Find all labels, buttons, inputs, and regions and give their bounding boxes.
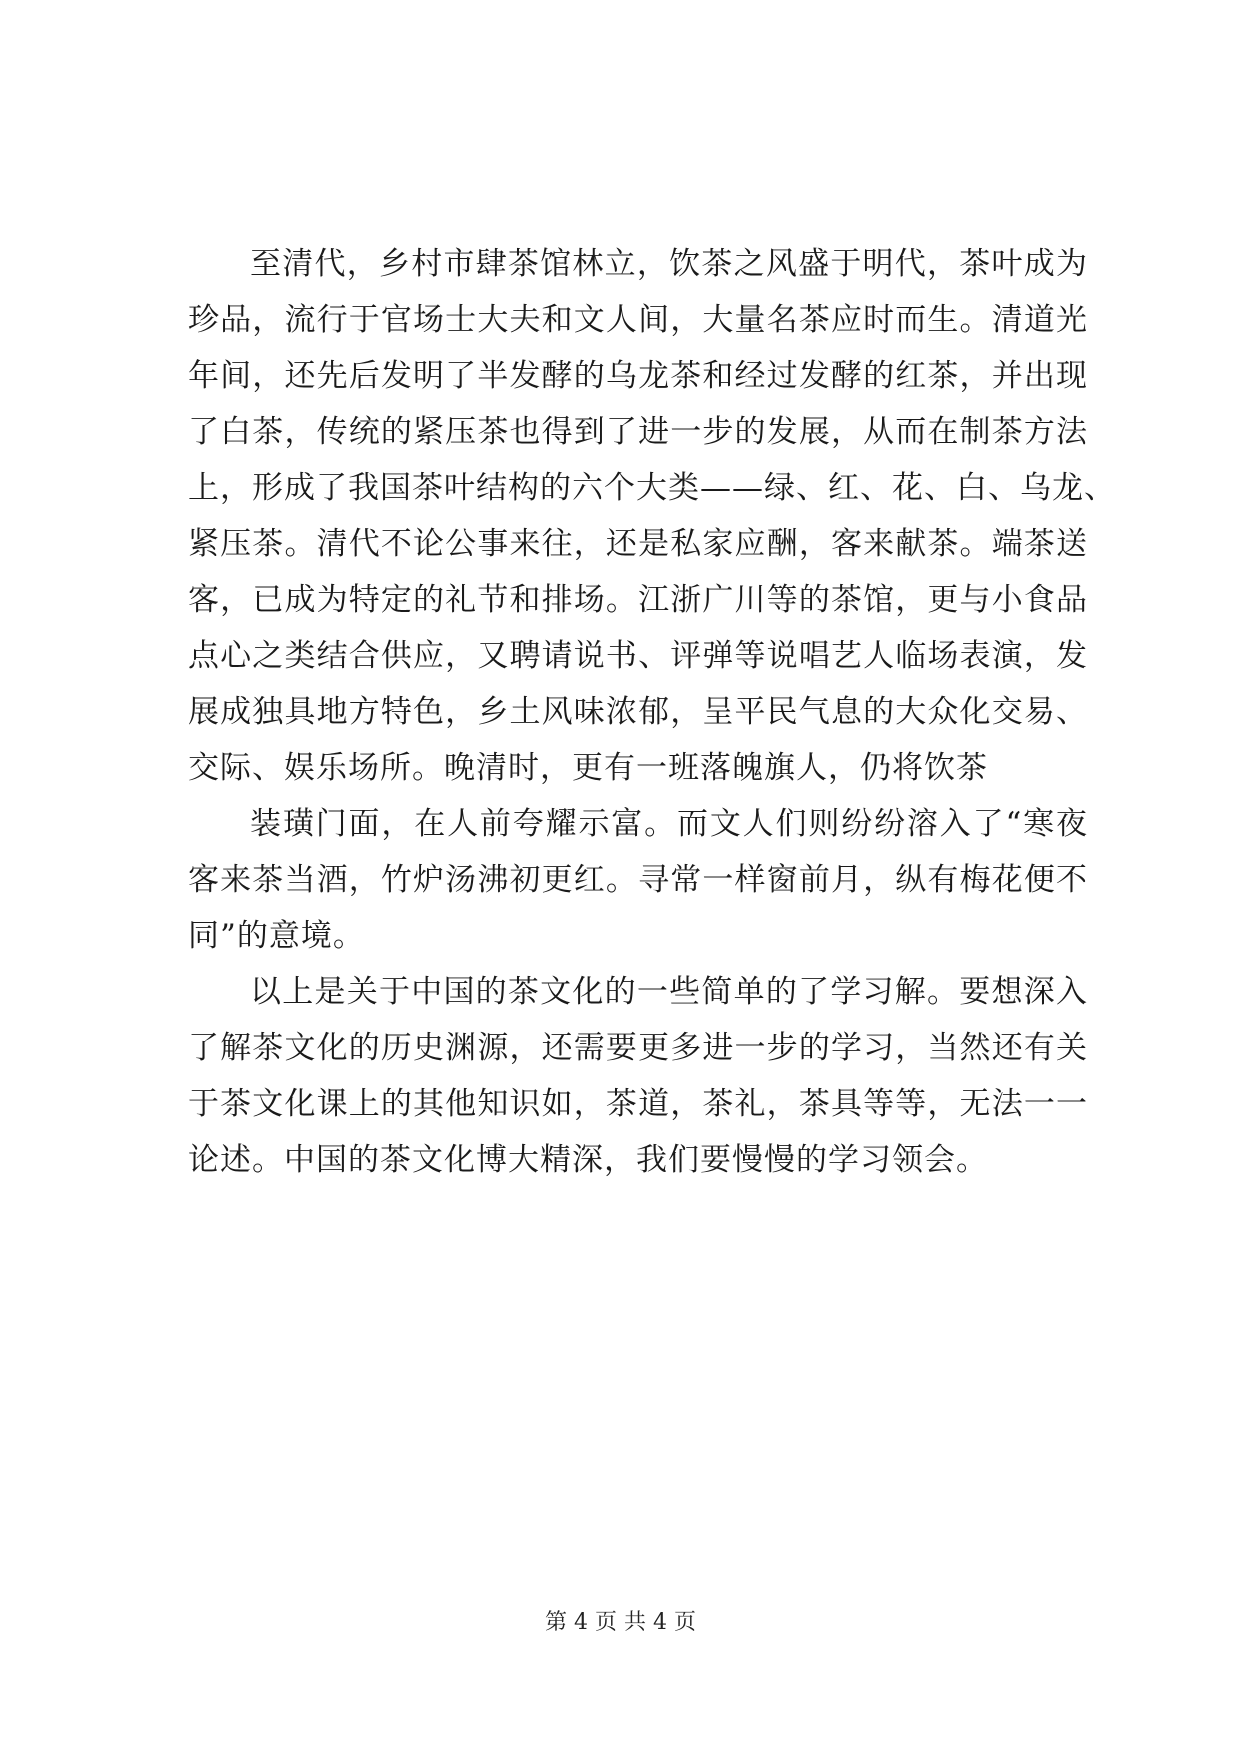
text-line: 装璜门面，在人前夸耀示富。而文人们则纷纷溶入了“寒夜 (250, 806, 1088, 842)
text-line: 同”的意境。 (188, 918, 365, 954)
text-line: 以上是关于中国的茶文化的一些简单的了学习解。要想深入 (250, 974, 1088, 1010)
text-line: 至清代，乡村市肆茶馆林立，饮茶之风盛于明代，茶叶成为 (250, 246, 1088, 282)
document-body (188, 236, 1116, 1188)
text-line: 展成独具地方特色，乡土风味浓郁，呈平民气息的大众化交易、 (188, 694, 1088, 730)
text-line: 客，已成为特定的礼节和排场。江浙广川等的茶馆，更与小食品 (188, 582, 1088, 618)
text-line: 论述。中国的茶文化博大精深，我们要慢慢的学习领会。 (188, 1142, 988, 1178)
text-line: 上，形成了我国茶叶结构的六个大类——绿、红、花、白、乌龙、 (188, 470, 1116, 506)
text-line: 交际、娱乐场所。晚清时，更有一班落魄旗人，仍将饮茶 (188, 750, 988, 786)
text-line: 紧压茶。清代不论公事来往，还是私家应酬，客来献茶。端茶送 (188, 526, 1088, 562)
paragraph-2 (188, 796, 1088, 964)
text-line: 点心之类结合供应，又聘请说书、评弹等说唱艺人临场表演，发 (188, 638, 1088, 674)
text-line: 年间，还先后发明了半发酵的乌龙茶和经过发酵的红茶，并出现 (188, 358, 1088, 394)
paragraph-3 (188, 964, 1088, 1188)
text-line: 于茶文化课上的其他知识如，茶道，茶礼，茶具等等，无法一一 (188, 1086, 1088, 1122)
text-line: 了白茶，传统的紧压茶也得到了进一步的发展，从而在制茶方法 (188, 414, 1088, 450)
text-line: 客来茶当酒，竹炉汤沸初更红。寻常一样窗前月，纵有梅花便不 (188, 862, 1088, 898)
text-line: 珍品，流行于官场士大夫和文人间，大量名茶应时而生。清道光 (188, 302, 1088, 338)
page-number-footer: 第 4 页 共 4 页 (545, 1610, 696, 1635)
text-line: 了解茶文化的历史渊源，还需要更多进一步的学习，当然还有关 (188, 1030, 1088, 1066)
paragraph-1 (188, 236, 1116, 796)
